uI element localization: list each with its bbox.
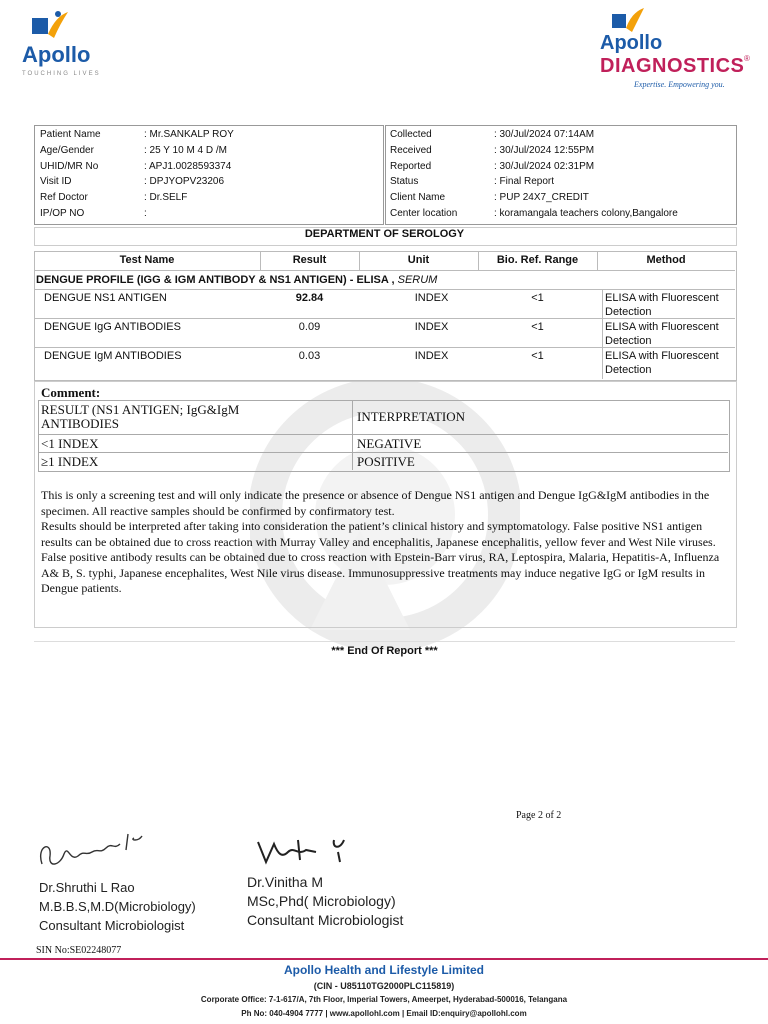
patient-field-value: : Mr.SANKALP ROY — [144, 129, 234, 140]
test-unit: INDEX — [414, 292, 449, 304]
patient-field-value: : Dr.SELF — [144, 192, 188, 204]
doctor-1-degree: M.B.B.S,M.D(Microbiology) — [39, 899, 196, 914]
patient-field-value: : DPJYOPV23206 — [144, 176, 225, 188]
patient-field-label: Ref Doctor — [40, 192, 88, 204]
patient-field-value: : — [144, 208, 147, 219]
test-method: Detection — [605, 364, 652, 376]
patient-field-label: Status — [390, 176, 419, 188]
signature-vinitha-icon — [252, 834, 362, 870]
interpretation-range-line: RESULT (NS1 ANTIGEN; IgG&IgM — [41, 402, 240, 417]
test-name: DENGUE NS1 ANTIGEN — [44, 292, 167, 304]
patient-field-label: IP/OP NO — [40, 208, 85, 219]
test-name: DENGUE IgG ANTIBODIES — [44, 321, 181, 333]
test-unit: INDEX — [414, 321, 449, 333]
interpretation-range-line: ≥1 INDEX — [41, 454, 99, 469]
footer-office: Corporate Office: 7-1-617/A, 7th Floor, Imperial Towers, Ameerpet, Hyderabad-500016, Telangana — [200, 995, 568, 1004]
interpretation-value: INTERPRETATION — [357, 409, 466, 424]
doctor-1-title: Consultant Microbiologist — [39, 918, 185, 933]
test-ref-range: <1 — [531, 350, 544, 362]
doctor-2-name: Dr.Vinitha M — [247, 874, 323, 890]
patient-field-value: : 30/Jul/2024 02:31PM — [494, 160, 595, 172]
interpretation-value: POSITIVE — [357, 454, 415, 469]
interpretation-value: NEGATIVE — [357, 436, 422, 451]
header-ref-range: Bio. Ref. Range — [496, 254, 579, 266]
test-result: 0.09 — [298, 321, 321, 333]
patient-field-label: UHID/MR No — [40, 160, 99, 172]
header-test-name: Test Name — [119, 254, 175, 266]
test-method: ELISA with Fluorescent — [605, 350, 719, 362]
interpretation-range-line: <1 INDEX — [41, 436, 99, 451]
interpretation-range — [41, 437, 99, 451]
patient-field-label: Age/Gender — [40, 144, 94, 156]
header-result: Result — [292, 254, 327, 266]
test-name: DENGUE IgM ANTIBODIES — [44, 350, 182, 362]
footer-company: Apollo Health and Lifestyle Limited — [283, 963, 485, 977]
apollo-logo-text: Apollo — [22, 42, 91, 67]
interpretation-paragraph: Results should be interpreted after taking into consideration the patient’s clinical history and symptomatology. False positive NS1 antigen results can be obtained due to cross reaction with Murray Valley and encephalitis, Japanese encephalitis, yellow fever and West Nile viruses. False positive antibody results can be obtained due to cross reaction with Epstein-Barr virus, RA, Leptospira, Malaria, Hepatitis-A, Influenza A& B, S. typhi, Japanese encephalites, West Nile virus disease. Immunosuppressive treatments may induce negative IgG or IgM results in Dengue patients. — [41, 519, 720, 595]
test-method: Detection — [605, 306, 652, 318]
apollo-tagline: TOUCHING LIVES — [22, 71, 101, 77]
patient-field-label: Visit ID — [40, 176, 72, 188]
header-method: Method — [646, 254, 686, 266]
doctor-1-name: Dr.Shruthi L Rao — [39, 880, 135, 895]
footer-divider — [0, 958, 768, 960]
patient-field-label: Client Name — [390, 192, 446, 204]
interpretation-range — [41, 403, 239, 431]
test-unit: INDEX — [414, 350, 449, 362]
apollo-diagnostics-brand: Apollo — [600, 32, 663, 54]
patient-field-value: : Final Report — [494, 176, 555, 188]
page-number: Page 2 of 2 — [516, 810, 562, 821]
doctor-2-title: Consultant Microbiologist — [247, 912, 404, 928]
test-method: ELISA with Fluorescent — [605, 292, 719, 304]
apollo-diagnostics-logo — [596, 8, 760, 90]
patient-field-label: Center location — [390, 208, 458, 219]
interpretation-range — [41, 455, 98, 469]
diagnostics-text: DIAGNOSTICS — [600, 55, 745, 77]
profile-title-text: DENGUE PROFILE (IGG & IGM ANTIBODY & NS1 ANTIGEN) - ELISA , — [36, 274, 395, 286]
signature-block-1 — [39, 878, 196, 935]
end-of-report: *** End Of Report *** — [331, 645, 438, 657]
test-result: 0.03 — [298, 350, 321, 362]
patient-field-value: : PUP 24X7_CREDIT — [494, 192, 589, 204]
interpretation-range-line: ANTIBODIES — [41, 416, 119, 431]
patient-field-label: Collected — [390, 129, 432, 140]
test-ref-range: <1 — [531, 292, 544, 304]
patient-field-label: Patient Name — [40, 129, 101, 140]
profile-title — [36, 274, 437, 286]
patient-field-value: : APJ1.0028593374 — [144, 160, 232, 172]
header-unit: Unit — [407, 254, 430, 266]
patient-info-left-box — [34, 125, 384, 225]
signature-block-2 — [247, 873, 403, 930]
patient-field-label: Received — [390, 144, 432, 156]
comment-title: Comment: — [41, 385, 101, 400]
patient-field-value: : 25 Y 10 M 4 D /M — [144, 144, 228, 156]
test-method: ELISA with Fluorescent — [605, 321, 719, 333]
department-title: DEPARTMENT OF SEROLOGY — [304, 228, 465, 240]
patient-field-value: : 30/Jul/2024 07:14AM — [494, 129, 595, 140]
diagnostics-tagline: Expertise. Empowering you. — [634, 80, 725, 89]
screening-paragraph: This is only a screening test and will only indicate the presence or absence of Dengue NS1 antigen and Dengue IgG&IgM antibodies in the specimen. All reactive samples should be confirmed by confirmatory test. — [41, 488, 710, 518]
profile-sample: SERUM — [397, 274, 438, 286]
registered-icon: ® — [744, 54, 750, 63]
sin-number: SIN No:SE02248077 — [36, 945, 122, 956]
apollo-logo — [20, 10, 110, 80]
patient-field-label: Reported — [390, 160, 432, 172]
test-method: Detection — [605, 335, 652, 347]
patient-field-value: : 30/Jul/2024 12:55PM — [494, 144, 595, 156]
test-result: 92.84 — [295, 292, 324, 304]
patient-field-value: : koramangala teachers colony,Bangalore — [494, 208, 678, 219]
apollo-cross-icon — [28, 10, 72, 46]
doctor-2-degree: MSc,Phd( Microbiology) — [247, 893, 396, 909]
test-ref-range: <1 — [531, 321, 544, 333]
signature-shruthi-icon — [34, 826, 164, 878]
footer-cin: (CIN - U85110TG2000PLC115819) — [313, 981, 455, 991]
footer-contact: Ph No: 040-4904 7777 | www.apollohl.com | Email ID:enquiry@apollohl.com — [241, 1009, 527, 1018]
